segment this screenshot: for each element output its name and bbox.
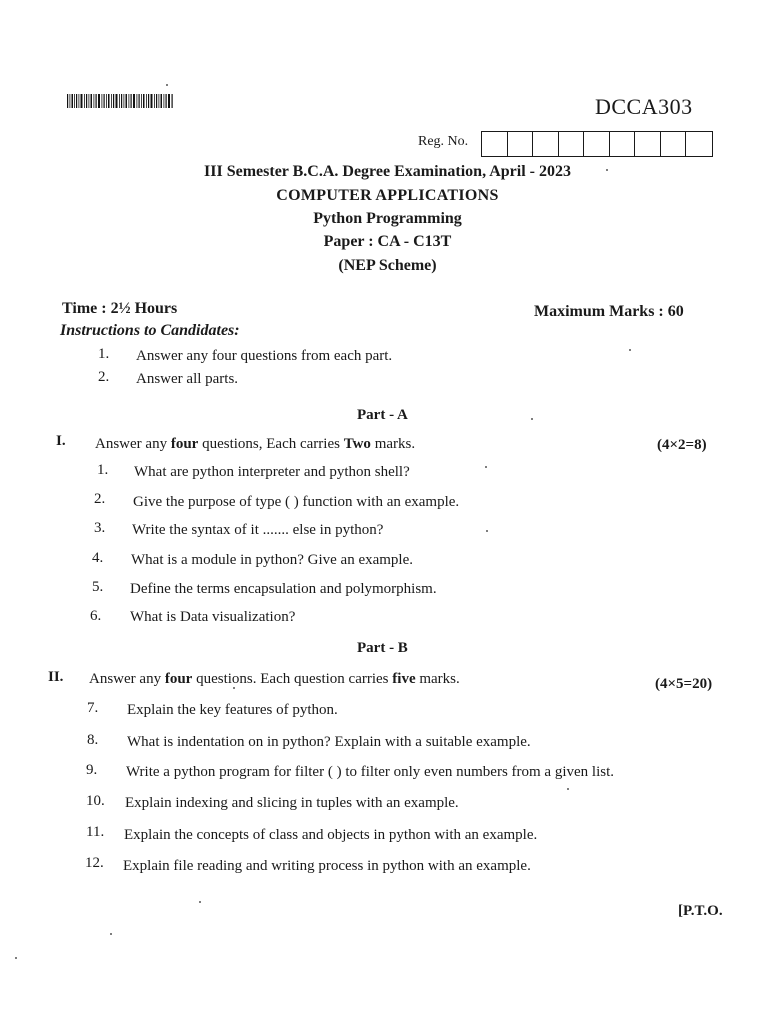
scan-speck	[606, 169, 608, 171]
question-number: 7.	[87, 700, 99, 716]
question-number: 1.	[97, 462, 109, 478]
reg-no-digit-box[interactable]	[661, 132, 687, 156]
part-a-title: Part - A	[357, 407, 408, 423]
scan-speck	[15, 957, 17, 959]
question-number: 5.	[92, 579, 104, 595]
part-b-directive: Answer any four questions. Each question carries five marks.	[89, 671, 460, 687]
barcode	[67, 94, 173, 108]
scan-speck	[531, 418, 533, 420]
question-text: Write the syntax of it ....... else in python?	[132, 522, 384, 538]
question-number: 4.	[92, 550, 104, 566]
scan-speck	[233, 687, 235, 689]
scan-speck	[199, 901, 201, 903]
instruction-text: Answer any four questions from each part.	[136, 348, 393, 364]
question-text: Explain indexing and slicing in tuples with an example.	[125, 795, 459, 811]
instructions-title: Instructions to Candidates:	[60, 322, 240, 339]
question-number: 10.	[86, 793, 105, 809]
part-b-marks: (4×5=20)	[655, 676, 713, 692]
question-text: Give the purpose of type ( ) function with an example.	[133, 494, 460, 510]
reg-no-digit-box[interactable]	[482, 132, 508, 156]
paper-code: DCCA303	[595, 94, 693, 119]
reg-no-digit-box[interactable]	[533, 132, 559, 156]
question-text: What is Data visualization?	[130, 609, 296, 625]
reg-no-digit-box[interactable]	[584, 132, 610, 156]
question-text: What is a module in python? Give an example.	[131, 552, 414, 568]
reg-no-digit-box[interactable]	[508, 132, 534, 156]
scan-speck	[166, 84, 168, 86]
time-allowed: Time : 2½ Hours	[62, 300, 178, 317]
question-number: 12.	[85, 855, 104, 871]
subject-group: COMPUTER APPLICATIONS	[276, 187, 499, 204]
part-a-directive: Answer any four questions, Each carries Two marks.	[95, 436, 416, 452]
question-number: 6.	[90, 608, 102, 624]
reg-no-digit-box[interactable]	[610, 132, 636, 156]
scan-speck	[486, 530, 488, 532]
paper-code-line: Paper : CA - C13T	[323, 233, 452, 250]
reg-no-digit-box[interactable]	[686, 132, 712, 156]
scan-speck	[629, 349, 631, 351]
scan-speck	[485, 466, 487, 468]
question-number: 9.	[86, 762, 98, 778]
question-number: 8.	[87, 732, 99, 748]
instruction-num: 1.	[98, 346, 110, 362]
reg-no-boxes[interactable]	[481, 131, 713, 157]
part-b-roman: II.	[48, 669, 64, 685]
question-text: What is indentation on in python? Explain with a suitable example.	[127, 734, 531, 750]
exam-title: III Semester B.C.A. Degree Examination, April - 2023	[204, 163, 571, 180]
part-b-title: Part - B	[357, 640, 408, 656]
scan-speck	[567, 788, 569, 790]
reg-no-label: Reg. No.	[418, 134, 469, 149]
question-text: Explain file reading and writing process in python with an example.	[123, 858, 531, 874]
question-text: Define the terms encapsulation and polymorphism.	[130, 581, 437, 597]
instruction-text: Answer all parts.	[136, 371, 239, 387]
question-number: 2.	[94, 491, 106, 507]
question-text: What are python interpreter and python shell?	[134, 464, 410, 480]
reg-no-digit-box[interactable]	[559, 132, 585, 156]
part-a-roman: I.	[56, 433, 66, 449]
question-number: 3.	[94, 520, 106, 536]
question-number: 11.	[86, 824, 105, 840]
question-text: Write a python program for filter ( ) to filter only even numbers from a given list.	[126, 764, 615, 780]
instruction-num: 2.	[98, 369, 110, 385]
scheme: (NEP Scheme)	[338, 257, 437, 274]
please-turn-over: [P.T.O.	[678, 903, 723, 919]
part-a-marks: (4×2=8)	[657, 437, 707, 453]
subject-title: Python Programming	[313, 210, 462, 227]
reg-no-digit-box[interactable]	[635, 132, 661, 156]
maximum-marks: Maximum Marks : 60	[534, 303, 684, 320]
question-text: Explain the concepts of class and objects in python with an example.	[124, 827, 538, 843]
question-text: Explain the key features of python.	[127, 702, 338, 718]
scan-speck	[110, 933, 112, 935]
